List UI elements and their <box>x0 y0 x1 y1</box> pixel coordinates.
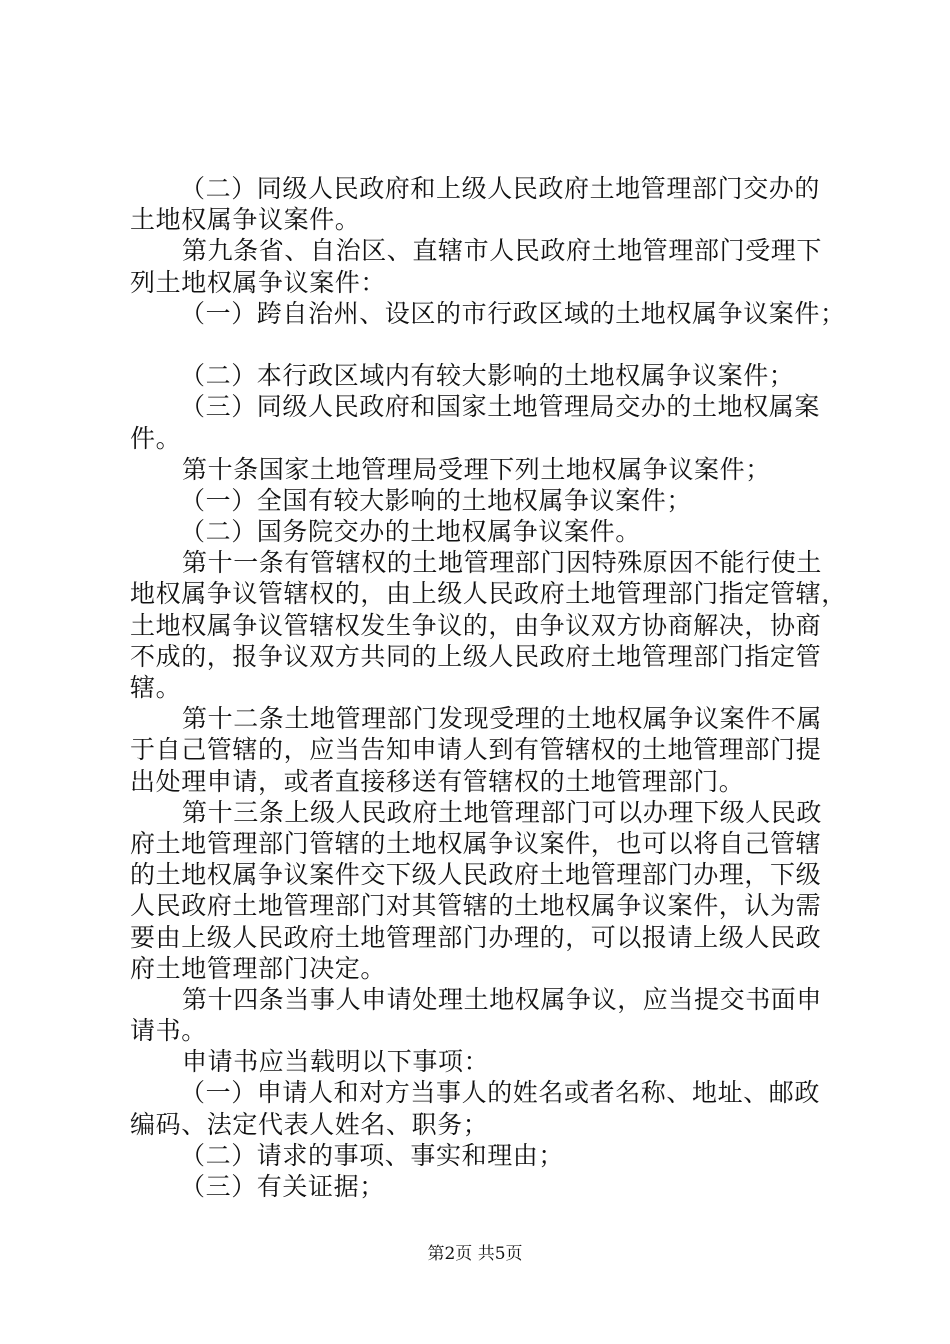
text-line: 第十一条有管辖权的土地管理部门因特殊原因不能行使土 <box>182 548 823 578</box>
page-footer: 第2页 共5页 <box>427 1244 523 1264</box>
text-line: 辖。 <box>130 673 182 702</box>
text-line: （二）本行政区域内有较大影响的土地权属争议案件； <box>180 361 795 391</box>
text-line: 府土地管理部门管辖的土地权属争议案件，也可以将自己管辖 <box>130 828 822 858</box>
text-line: 第十四条当事人申请处理土地权属争议，应当提交书面申 <box>182 984 823 1014</box>
document-body <box>130 173 847 1202</box>
text-line: （三）同级人民政府和国家土地管理局交办的土地权属案 <box>180 392 821 422</box>
text-line: （二）同级人民政府和上级人民政府土地管理部门交办的 <box>180 174 821 203</box>
text-line: （一）申请人和对方当事人的姓名或者名称、地址、邮政 <box>180 1078 821 1108</box>
text-line: 人民政府土地管理部门对其管辖的土地权属争议案件，认为需 <box>130 891 822 921</box>
text-line: 件。 <box>130 423 182 453</box>
text-line: （三）有关证据； <box>180 1172 385 1201</box>
text-line: （二）国务院交办的土地权属争议案件。 <box>180 517 641 547</box>
text-line: （一）全国有较大影响的土地权属争议案件； <box>180 485 693 515</box>
text-line: 于自己管辖的，应当告知申请人到有管辖权的土地管理部门提 <box>130 735 822 765</box>
text-line: 列土地权属争议案件： <box>130 267 387 297</box>
text-line: 第九条省、自治区、直辖市人民政府土地管理部门受理下 <box>182 236 823 266</box>
text-line: （二）请求的事项、事实和理由； <box>180 1140 565 1170</box>
text-line: 不成的，报争议双方共同的上级人民政府土地管理部门指定管 <box>130 641 822 671</box>
text-line: 编码、法定代表人姓名、职务； <box>130 1109 489 1139</box>
text-line: 出处理申请，或者直接移送有管辖权的土地管理部门。 <box>130 766 745 796</box>
text-line: 土地权属争议案件。 <box>130 205 361 235</box>
text-line: 的土地权属争议案件交下级人民政府土地管理部门办理，下级 <box>130 860 822 890</box>
blank-line <box>130 329 835 360</box>
text-line: （一）跨自治州、设区的市行政区域的土地权属争议案件； <box>180 298 846 328</box>
text-line: 第十三条上级人民政府土地管理部门可以办理下级人民政 <box>182 797 823 827</box>
text-line: 第十条国家土地管理局受理下列土地权属争议案件； <box>182 454 771 484</box>
text-line: 申请书应当载明以下事项： <box>182 1047 490 1077</box>
text-line: 府土地管理部门决定。 <box>130 953 387 983</box>
text-line: 土地权属争议管辖权发生争议的，由争议双方协商解决，协商 <box>130 610 822 640</box>
text-line: 地权属争议管辖权的，由上级人民政府土地管理部门指定管辖， <box>130 579 847 609</box>
text-line: 要由上级人民政府土地管理部门办理的，可以报请上级人民政 <box>130 922 822 952</box>
text-line: 第十二条土地管理部门发现受理的土地权属争议案件不属 <box>182 704 823 734</box>
text-line: 请书。 <box>130 1016 207 1046</box>
